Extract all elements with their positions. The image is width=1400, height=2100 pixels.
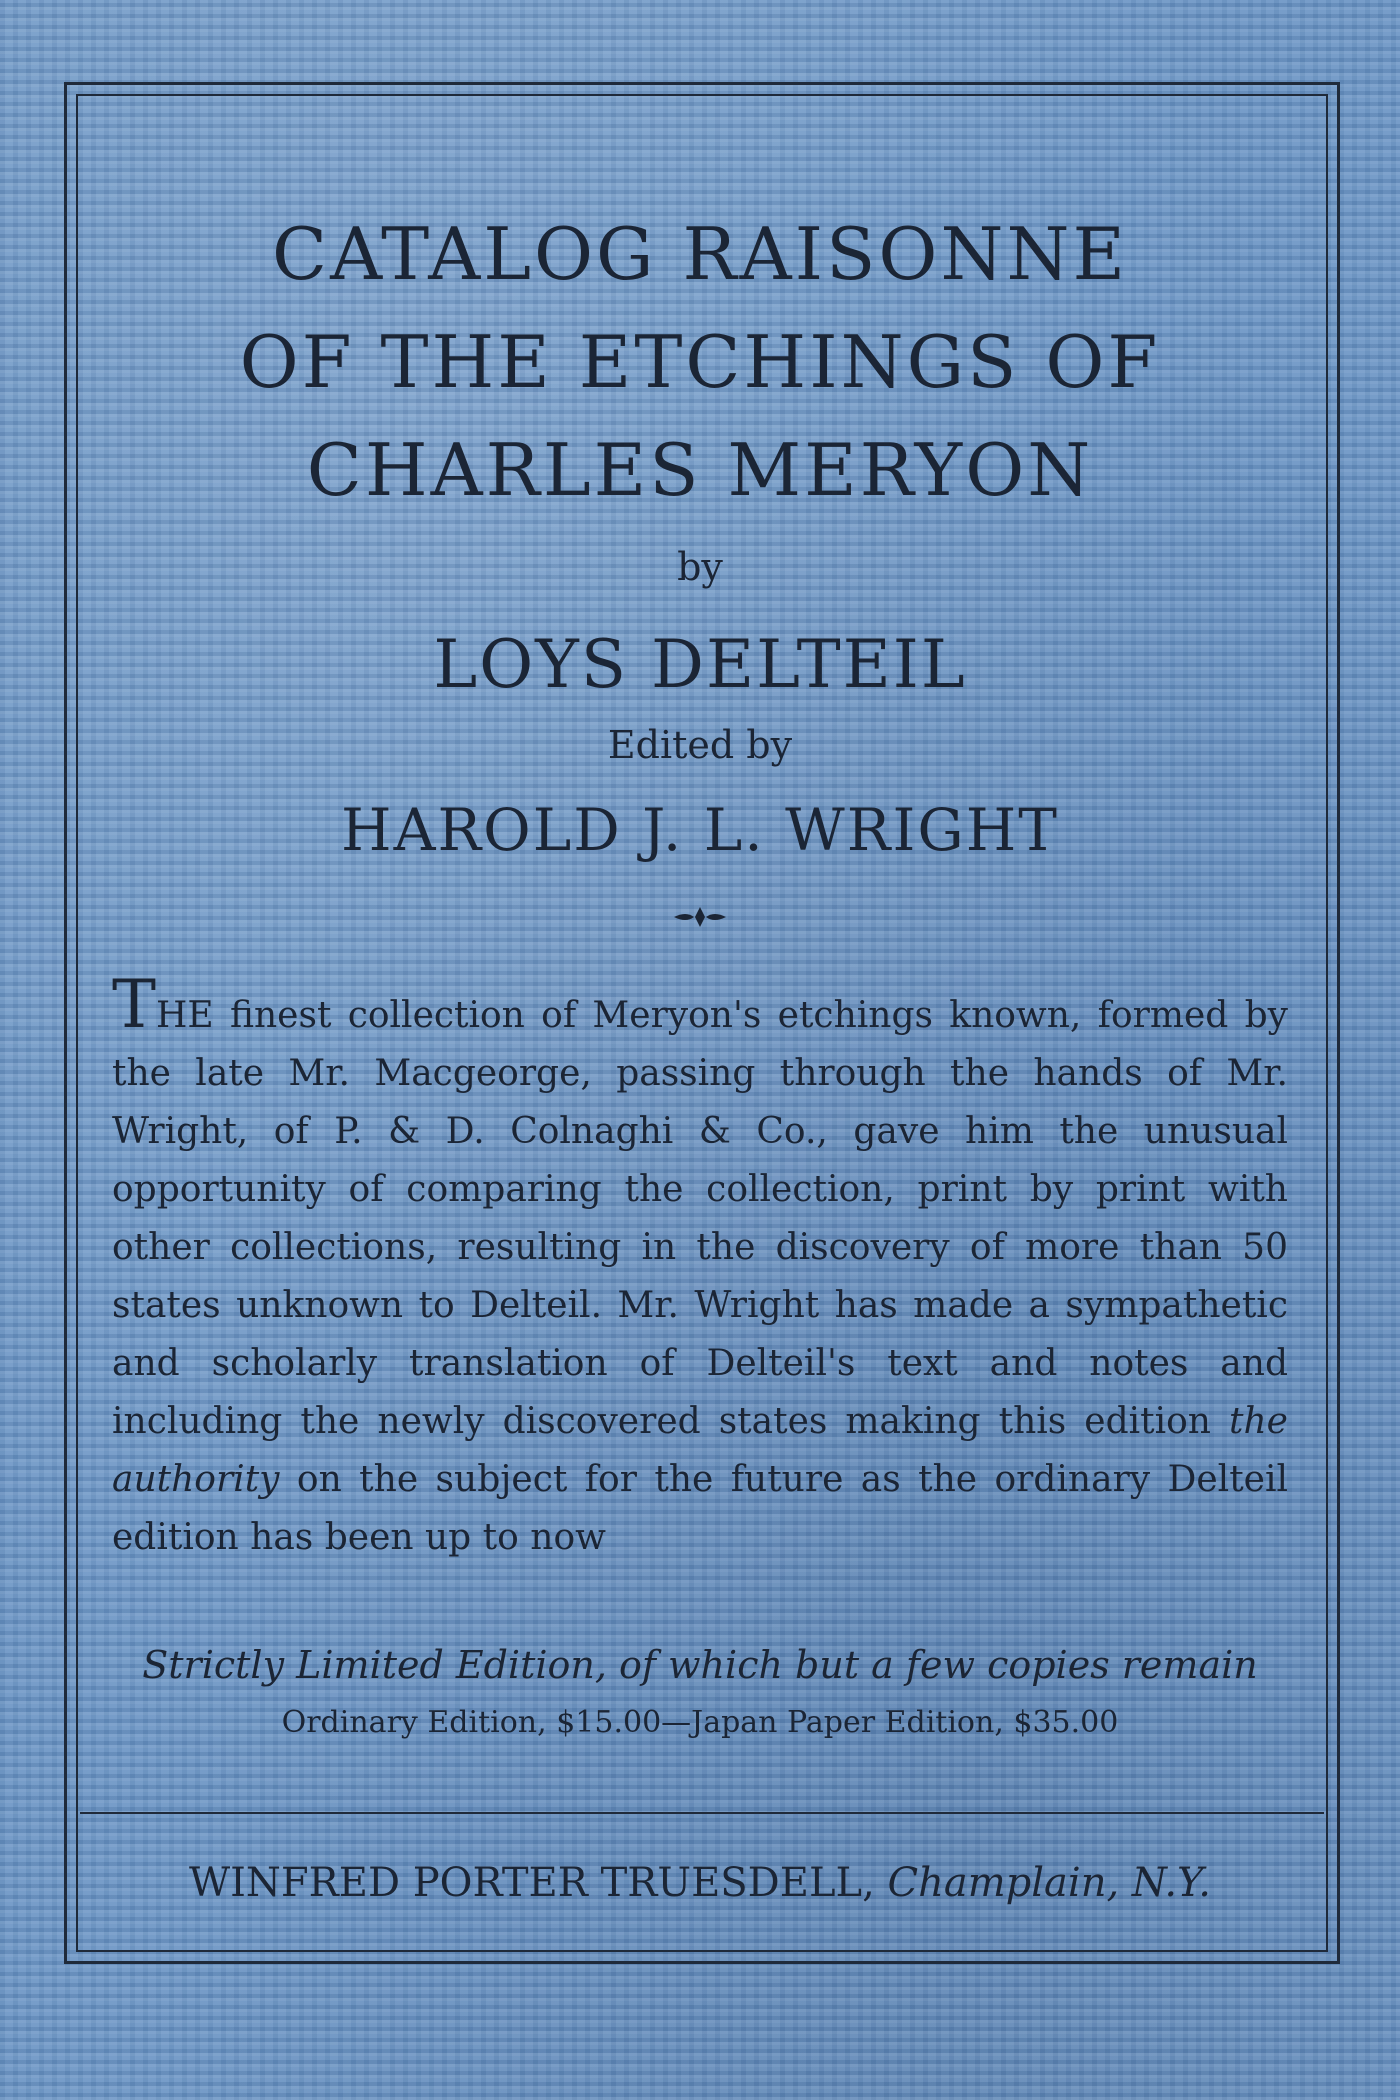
description-paragraph [112,966,1288,1567]
publisher-name: WINFRED PORTER TRUESDELL, [188,1860,875,1906]
description-emphasis: the authority [112,1401,1288,1500]
description-text-2: on the subject for the future as the ordinary Delteil edition has been up to now [112,1459,1288,1558]
limited-edition-notice: Strictly Limited Edition, of which but a few copies remain [142,1643,1258,1687]
fleuron-icon [100,896,1300,936]
editor-name: HAROLD J. L. WRIGHT [341,796,1059,864]
publisher-line [112,1855,1288,1911]
title-line-2: OF THE ETCHINGS OF [239,320,1161,404]
title-line-3: CHARLES MERYON [306,428,1094,512]
edited-by-label: Edited by [607,723,793,767]
fleuron-glyph [672,905,728,929]
drop-cap: T [112,966,157,1043]
catalog-title [100,200,1300,524]
title-line-1: CATALOG RAISONNE [271,212,1129,296]
description-text-1: HE finest collection of Meryon's etchings known, formed by the late Mr. Macgeorge, passing through the hands of Mr. Wright, of P. & D. Colnaghi & Co., gave him the unusual opportunity of comparing the collection, print by print with other collections, resulting in the discovery of more than 50 states unknown to Delteil. Mr. Wright has made a sympathetic and scholarly translation of Delteil's text and notes and including the newly discovered states making this edition [112,995,1288,1442]
divider-rule [80,1812,1324,1814]
publisher-place: Champlain, N.Y. [887,1860,1212,1906]
author-name: LOYS DELTEIL [433,626,967,703]
edition-prices: Ordinary Edition, $15.00—Japan Paper Edition, $35.00 [281,1705,1119,1740]
title-block [100,200,1300,936]
by-label: by [677,545,723,589]
